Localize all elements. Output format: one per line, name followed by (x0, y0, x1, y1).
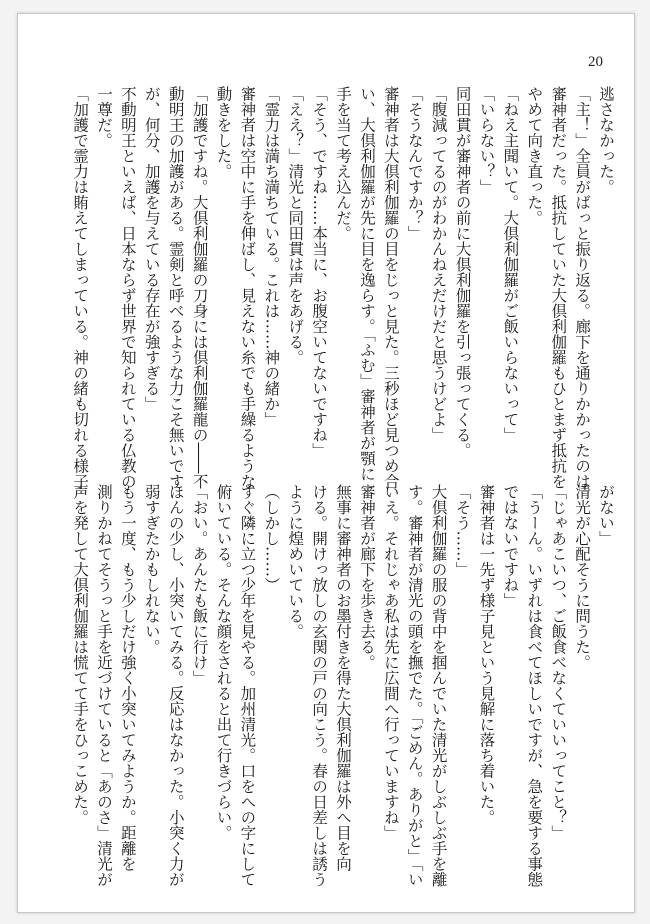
text-line: い、大倶利伽羅が先に目を逸らす。「ふむ」審神者が顎に (357, 86, 376, 482)
text-line: （しかし……） (262, 484, 281, 593)
text-line: 大倶利伽羅の服の背中を掴んでいた清光がしぶしぶ手を離 (429, 484, 448, 887)
text-line: す。審神者が清光の頭を撫でた。「ごめん。ありがと」「い (405, 484, 424, 887)
text-line: 声を発して大倶利伽羅は慌てて手をひっこめた。 (71, 484, 90, 825)
text-line: 同田貫が審神者の前に大倶利伽羅を引っ張ってくる。 (453, 86, 472, 458)
text-line: 「主！」全員がばっと振り返る。廊下を通りかかったのは (573, 86, 592, 489)
text-line: 審神者は一先ず様子見という見解に落ち着いた。 (477, 484, 496, 825)
text-line: 清光が心配そうに問うた。 (573, 484, 592, 670)
upper-text-column (71, 86, 617, 489)
text-line: 「加護ですね。大倶利伽羅の刀身には倶利伽羅龍の――不 (190, 86, 209, 489)
text-line: 「腹減ってるのがわかんねえだけだと思うけどよ」 (429, 86, 448, 443)
text-line: 無事に審神者のお墨付きを得た大倶利伽羅は外へ目を向 (334, 484, 353, 872)
text-line: 一尊だ。 (94, 86, 113, 148)
lower-text-column (71, 484, 617, 887)
text-line: いえ。それじゃあ私は先に広間へ行っていますね」 (381, 484, 400, 841)
text-line: やめて向き直った。 (525, 86, 544, 226)
text-line: ように煌めいている。 (286, 484, 305, 639)
page-number: 20 (588, 54, 603, 70)
text-line: 逃さなかった。 (597, 86, 615, 195)
text-line: すぐ隣に立つ少年を見やる。加州清光。口をへの字にして (238, 484, 257, 887)
text-line: 「そう……」 (453, 484, 472, 577)
text-line: 「うーん。いずれは食べてほしいですが、急を要する事態 (525, 484, 544, 887)
text-line: 審神者だった。抵抗していた大倶利伽羅もひとまず抵抗を (549, 86, 568, 489)
text-line: 弱すぎたかもしれない。 (142, 484, 161, 655)
text-line: 俯いている。そんな顔をされると出て行きづらい。 (214, 484, 233, 841)
text-line: 測りかねてそうっと手を近づけていると「あのさ」清光が (94, 484, 113, 887)
text-line: 動きをした。 (214, 86, 233, 179)
manuscript-page (17, 13, 635, 913)
text-line: 「ええ？」清光と同田貫は声をあげる。 (286, 86, 305, 365)
text-line: ほんの少し、小突いてみる。反応はなかった。小突く力が (166, 484, 185, 887)
text-line: ではないですね」 (501, 484, 520, 608)
text-line: 動明王の加護がある。霊剣と呼べるような力こそ無いです (166, 86, 185, 489)
text-line: 「そう、ですね……本当に、お腹空いてないですね」 (310, 86, 329, 458)
text-line: 不動明王といえば、日本ならず世界で知られている仏教の (118, 86, 137, 489)
text-line: もう一度、もう少しだけ強く小突いてみようか。距離を (118, 484, 137, 872)
text-line: 審神者が廊下を歩き去る。 (357, 484, 376, 670)
text-line: 審神者は大倶利伽羅の目をじっと見た。三秒ほど見つめ合 (381, 86, 400, 489)
text-line: 「いらない？」 (477, 86, 496, 195)
text-line: 「ねえ主聞いて。大倶利伽羅がご飯いらないって」 (501, 86, 520, 443)
text-line: 「じゃあこいつ、ご飯食べなくていいってこと？」 (549, 484, 568, 841)
text-line: 審神者は空中に手を伸ばし、見えない糸でも手繰るような (238, 86, 257, 489)
text-line: 「そうなんですか？」 (405, 86, 424, 241)
text-line: 手を当て考え込んだ。 (334, 86, 353, 241)
text-line: ける。開けっ放しの玄関の戸の向こう。春の日差しは誘う (310, 484, 329, 887)
text-line: 「加護で霊力は賄えてしまっている。神の緒も切れる様子 (71, 86, 90, 489)
text-line: がない」 (597, 484, 615, 546)
text-line: 「おい。あんたも飯に行け」 (190, 484, 209, 686)
text-line: が、何分、加護を与えている存在が強すぎる」 (142, 86, 161, 412)
text-line: 「霊力は満ち満ちている。これは……神の緒か」 (262, 86, 281, 427)
